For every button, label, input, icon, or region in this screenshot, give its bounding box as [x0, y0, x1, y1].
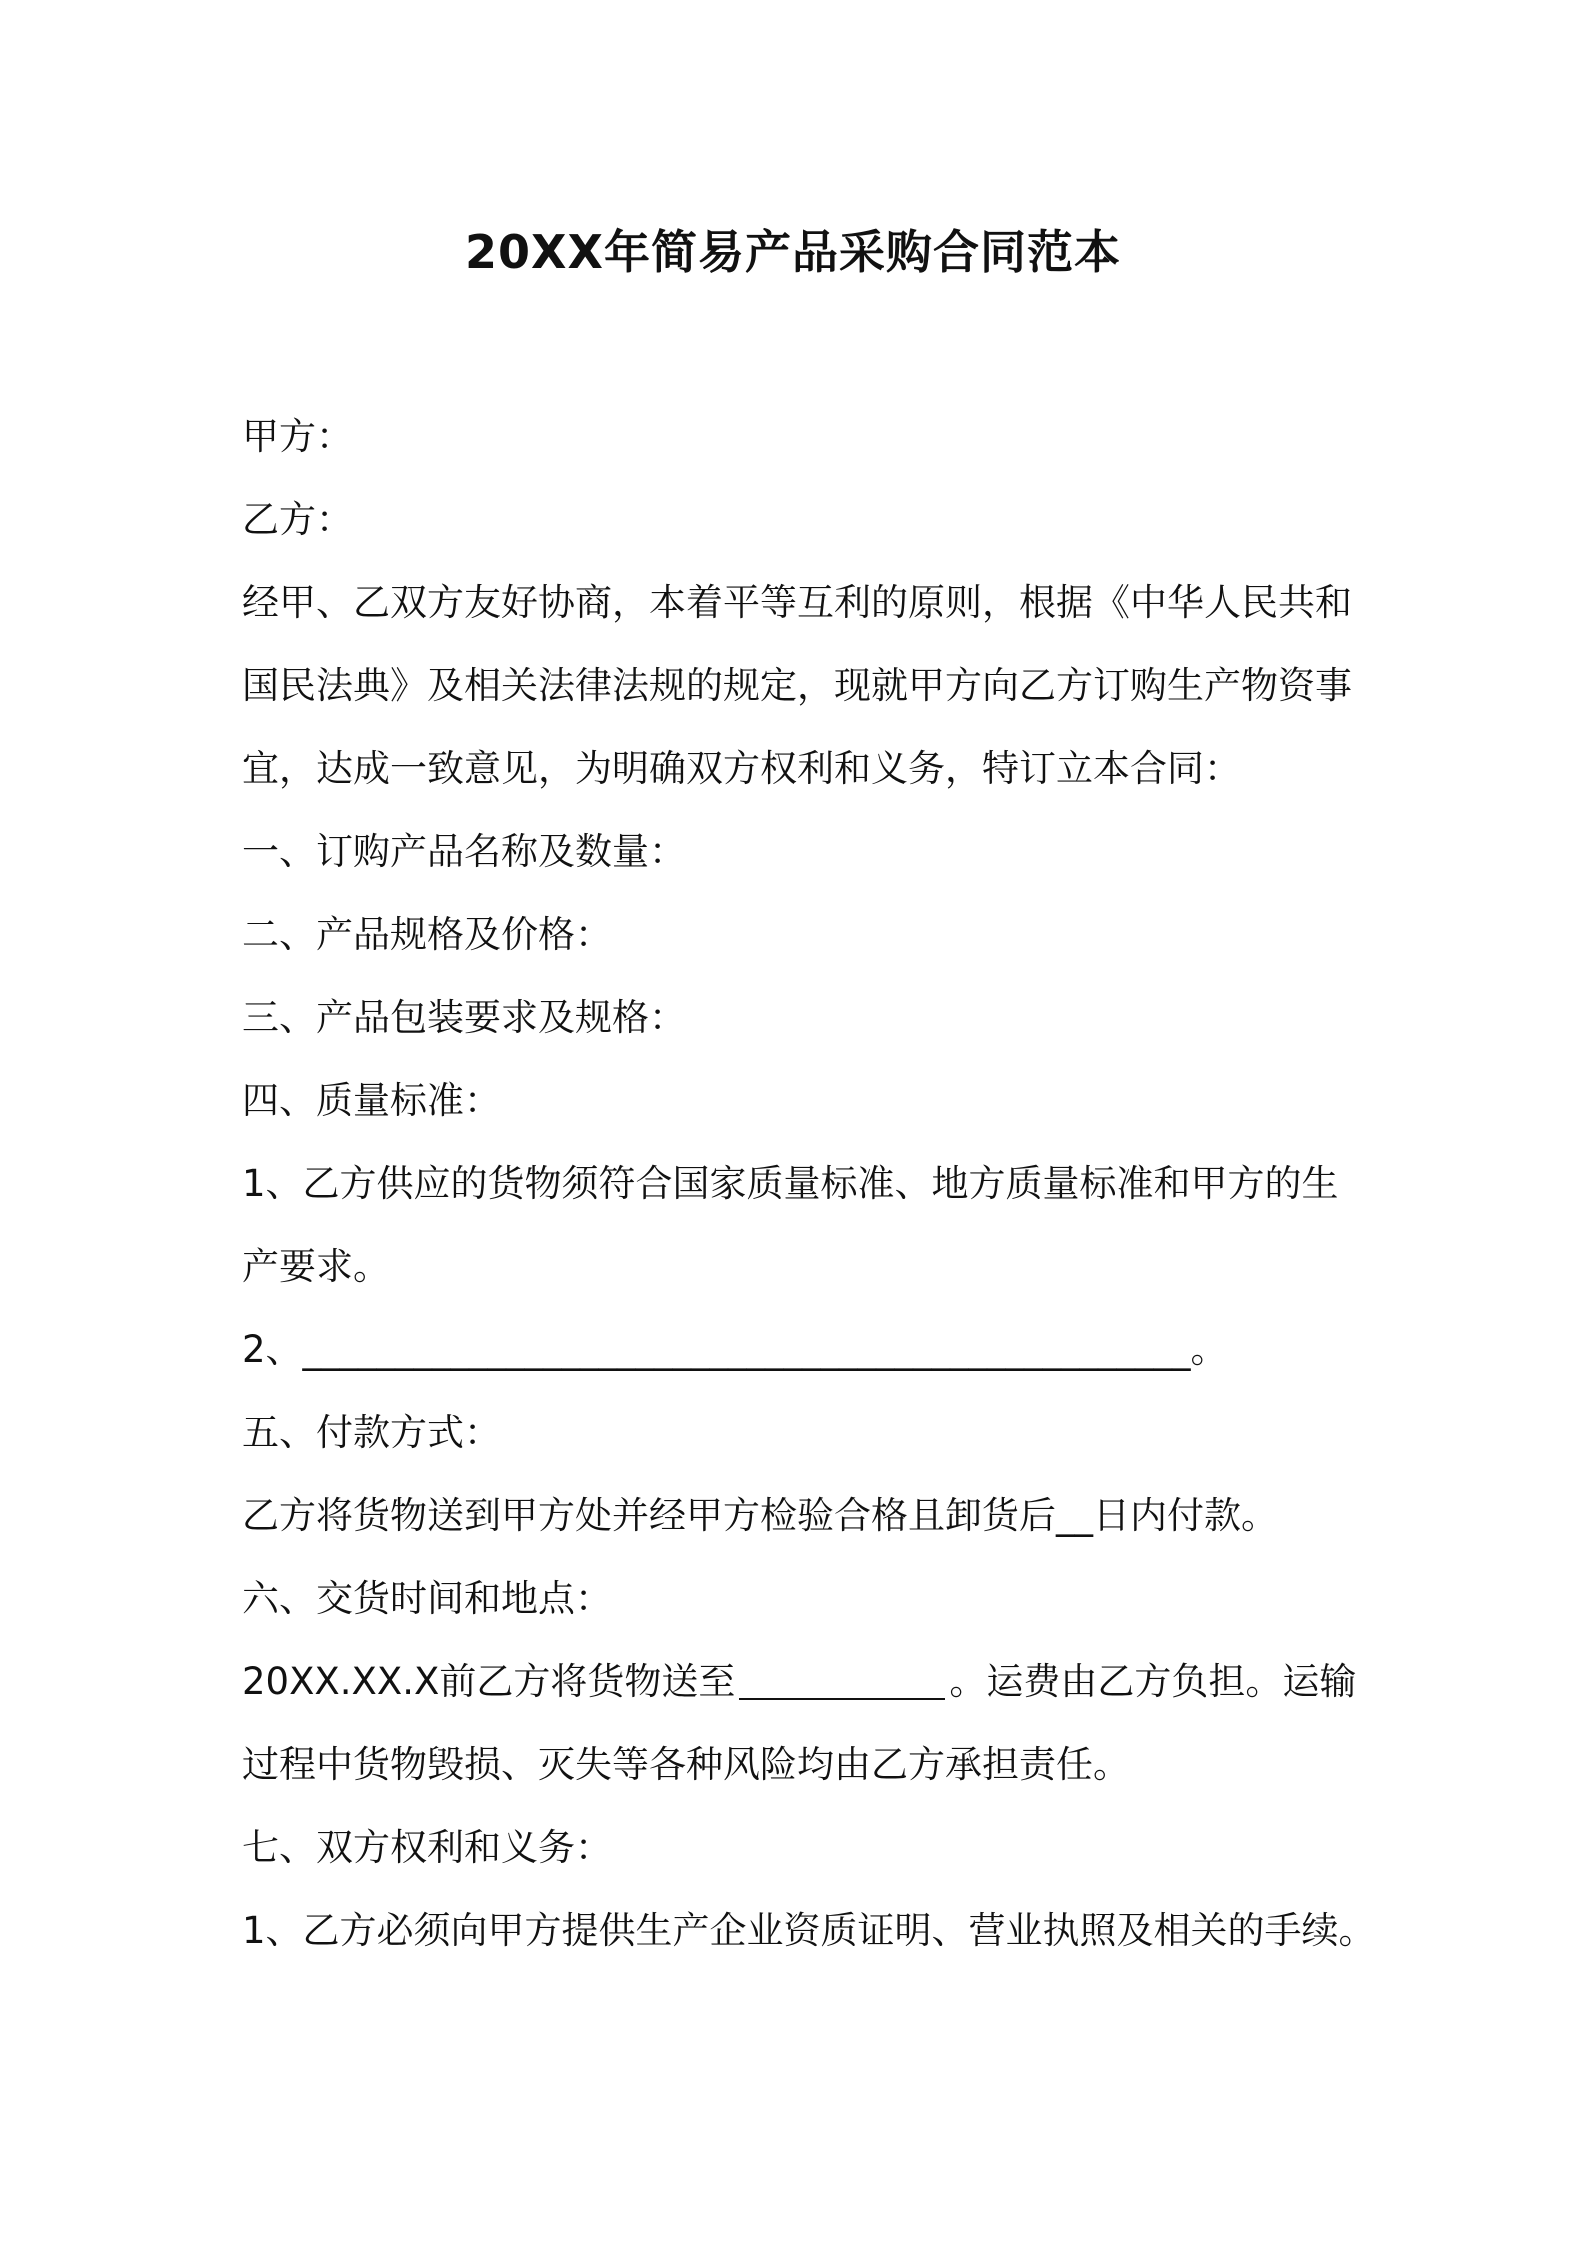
- section-4-item-1-line-2: 产要求。: [242, 1245, 390, 1288]
- section-5-text: 乙方将货物送到甲方处并经甲方检验合格且卸货后__日内付款。: [242, 1494, 1278, 1537]
- intro-line-3: 宜，达成一致意见，为明确双方权利和义务，特订立本合同：: [242, 747, 1241, 790]
- section-6-text-part-a: 20XX.XX.X前乙方将货物送至: [242, 1660, 736, 1703]
- section-7-heading: 七、双方权利和义务：: [242, 1826, 612, 1869]
- party-a-line: 甲方：: [242, 415, 353, 458]
- section-6-text-line-2: 过程中货物毁损、灭失等各种风险均由乙方承担责任。: [242, 1743, 1130, 1786]
- section-2-heading: 二、产品规格及价格：: [242, 913, 612, 956]
- section-4-item-2: 2、________________________________________________。: [242, 1328, 1228, 1371]
- document-title: 20XX年简易产品采购合同范本: [465, 225, 1121, 279]
- section-4-heading: 四、质量标准：: [242, 1079, 501, 1122]
- intro-line-1: 经甲、乙双方友好协商，本着平等互利的原则，根据《中华人民共和: [242, 581, 1352, 624]
- intro-line-2: 国民法典》及相关法律法规的规定，现就甲方向乙方订购生产物资事: [242, 664, 1352, 707]
- section-1-heading: 一、订购产品名称及数量：: [242, 830, 686, 873]
- section-6-text-line-1: [242, 1657, 1356, 1707]
- section-3-heading: 三、产品包装要求及规格：: [242, 996, 686, 1039]
- party-b-line: 乙方：: [242, 498, 353, 541]
- section-7-item-1: 1、乙方必须向甲方提供生产企业资质证明、营业执照及相关的手续。: [242, 1909, 1376, 1952]
- section-6-text-part-b: 。运费由乙方负担。运输: [949, 1660, 1357, 1703]
- delivery-location-blank: [739, 1662, 945, 1700]
- section-5-heading: 五、付款方式：: [242, 1411, 501, 1454]
- section-6-heading: 六、交货时间和地点：: [242, 1577, 612, 1620]
- section-4-item-1-line-1: 1、乙方供应的货物须符合国家质量标准、地方质量标准和甲方的生: [242, 1162, 1339, 1205]
